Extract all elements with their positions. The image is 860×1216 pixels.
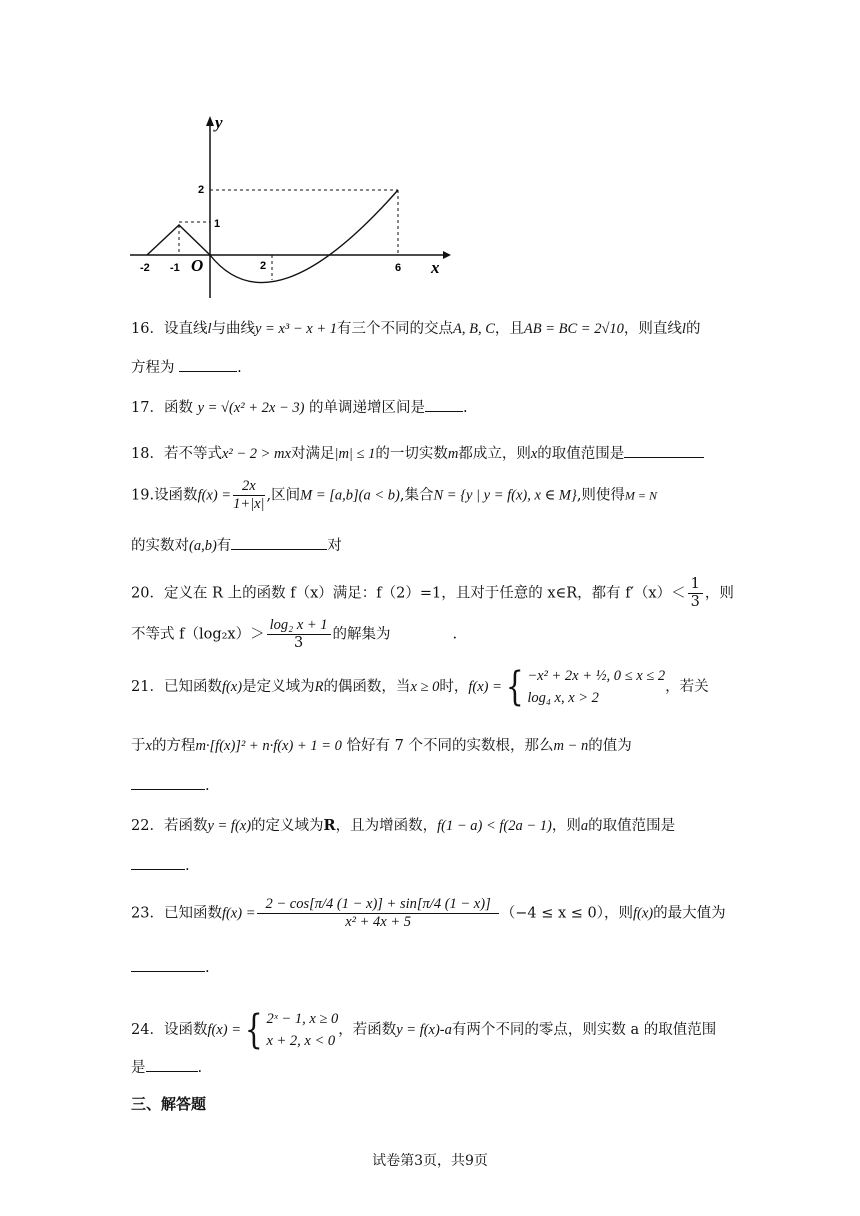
question-21: 21．已知函数f(x)是定义域为R的偶函数，当x ≥ 0时，f(x) ={ −x² + 2x + ½, 0 ≤ x ≤ 2 log₄ x, x > 2 ，若关 <box>131 664 709 710</box>
question-24-line2: 是 . <box>131 1057 202 1079</box>
answer-blank <box>179 357 237 372</box>
axis-label-x: x <box>431 258 440 277</box>
tick-label: -2 <box>140 262 150 274</box>
origin-label: O <box>191 256 204 275</box>
page-footer: 试卷第3页，共9页 <box>372 1153 488 1169</box>
section-heading: 三、解答题 <box>131 1095 207 1113</box>
question-16: 16．设直线l与曲线y = x³ − x + 1有三个不同的交点A, B, C，且AB = BC = 2√10，则直线l的 <box>131 321 701 337</box>
y-axis-arrow <box>206 116 214 126</box>
function-graph <box>125 108 455 303</box>
graph-parabola <box>210 190 398 283</box>
question-19-line2: 的实数对(a,b)有 对 <box>131 535 342 557</box>
answer-blank <box>131 775 205 790</box>
answer-blank <box>231 535 327 550</box>
question-21-line3: . <box>131 775 210 797</box>
tick-label: 2 <box>198 184 205 196</box>
x-axis-arrow <box>443 251 451 259</box>
question-16-line2: 方程为 . <box>131 357 242 379</box>
question-20: 20．定义在 R 上的函数 f（x）满足：f（2）=1，且对于任意的 x∈R，都有 f′（x）＜ $\frac{1}{3}$ ，则 <box>131 576 734 610</box>
answer-blank <box>146 1057 198 1072</box>
answer-blank <box>131 855 185 870</box>
answer-blank <box>425 397 463 412</box>
question-24: 24．设函数f(x) ={ 2ˣ − 1, x ≥ 0 x + 2, x < 0 ，若函数y = f(x)-a有两个不同的零点，则实数 a 的取值范围 <box>131 1007 717 1053</box>
question-22-line2: . <box>131 855 190 877</box>
tick-label: 2 <box>260 260 267 272</box>
question-19: 19.设函数f(x) = $\frac{2x}{1+|x|}$ ,区间M = [a,b](a < b),集合N = {y | y = f(x), x ∈ M},则使得M = N <box>131 478 658 512</box>
question-20-line2: 不等式 f（log₂x）＞ $\frac{\text{log₂ x + 1}}{3}$ 的解集为 . <box>131 617 458 651</box>
question-23: 23．已知函数f(x) = $\frac{2 - \cos[\pi/4 (1 - x)] + \sin[\pi/4 (1 - x)]}{\text{x² + 4x + 5}}$ （−4 ≤ x ≤ 0），则f(x)的最大值为 <box>131 896 726 930</box>
question-17: 17．函数 y = √(x² + 2x − 3) 的单调递增区间是 . <box>131 397 468 419</box>
question-21-line2: 于x的方程m·[f(x)]² + n·f(x) + 1 = 0 恰好有 7 个不同的实数根，那么m − n的值为 <box>131 738 632 754</box>
question-22: 22．若函数y = f(x)的定义域为R，且为增函数，f(1 − a) < f(2a − 1)，则a的取值范围是 <box>131 817 676 834</box>
tick-label: 6 <box>395 262 402 274</box>
axis-label-y: y <box>215 113 223 132</box>
answer-blank <box>624 443 704 458</box>
answer-blank <box>131 957 205 972</box>
tick-label: 1 <box>214 218 221 230</box>
question-23-line2: . <box>131 957 210 979</box>
tick-label: -1 <box>170 262 180 274</box>
question-18: 18．若不等式x² − 2 > mx对满足|m| ≤ 1的一切实数m都成立，则x的取值范围是 <box>131 443 704 465</box>
